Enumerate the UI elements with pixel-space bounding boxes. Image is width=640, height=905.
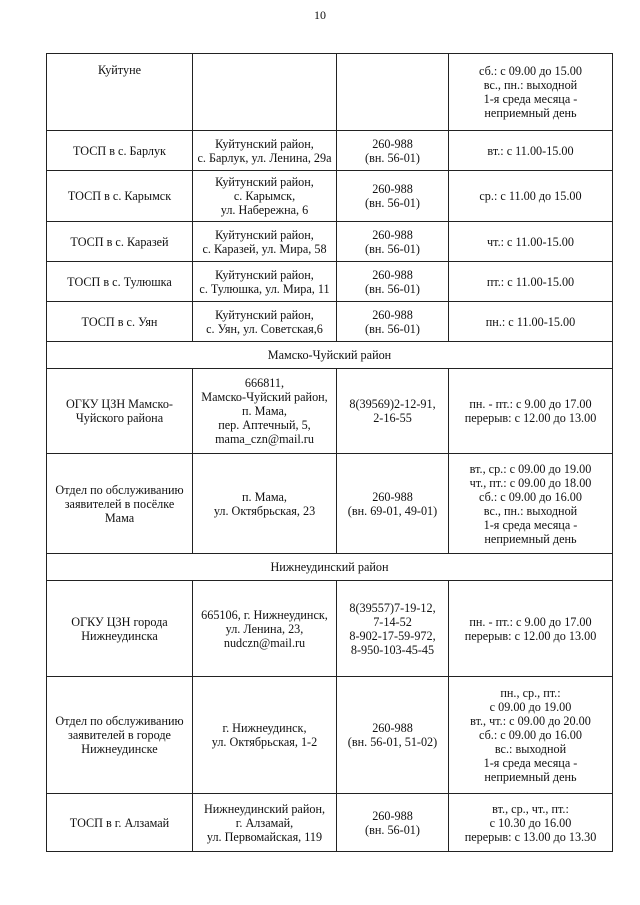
address-cell: Куйтунский район, с. Тулюшка, ул. Мира, 11 (193, 262, 337, 302)
table-row (47, 454, 613, 554)
hours-cell: пн., ср., пт.: с 09.00 до 19.00 вт., чт.: с 09.00 до 20.00 сб.: с 09.00 до 16.00 вс.: выходной 1-я среда месяца - неприемный день (449, 677, 613, 794)
address-cell: г. Нижнеудинск, ул. Октябрьская, 1-2 (193, 677, 337, 794)
address-cell (193, 54, 337, 131)
hours-cell: ср.: с 11.00 до 15.00 (449, 171, 613, 222)
office-name-cell: ОГКУ ЦЗН города Нижнеудинска (47, 581, 193, 677)
table-row (47, 131, 613, 171)
hours-cell: вт., ср.: с 09.00 до 19.00 чт., пт.: с 09.00 до 18.00 сб.: с 09.00 до 16.00 вс., пн.: выходной 1-я среда месяца - неприемный день (449, 454, 613, 554)
address-cell: Нижнеудинский район, г. Алзамай, ул. Первомайская, 119 (193, 794, 337, 852)
table-row (47, 222, 613, 262)
section-title: Нижнеудинский район (47, 554, 613, 581)
hours-cell: пт.: с 11.00-15.00 (449, 262, 613, 302)
phone-cell: 260-988 (вн. 56-01) (337, 131, 449, 171)
office-name-cell: Отдел по обслуживанию заявителей в городе Нижнеудинске (47, 677, 193, 794)
address-cell: 665106, г. Нижнеудинск, ул. Ленина, 23, nudczn@mail.ru (193, 581, 337, 677)
table-row (47, 54, 613, 131)
table-row (47, 581, 613, 677)
table-row (47, 171, 613, 222)
address-cell: Куйтунский район, с. Уян, ул. Советская,6 (193, 302, 337, 342)
phone-cell: 8(39569)2-12-91, 2-16-55 (337, 369, 449, 454)
office-name-cell: ТОСП в с. Каразей (47, 222, 193, 262)
table-row (47, 677, 613, 794)
section-header-row (47, 342, 613, 369)
phone-cell: 260-988 (вн. 69-01, 49-01) (337, 454, 449, 554)
hours-cell: пн.: с 11.00-15.00 (449, 302, 613, 342)
office-name-cell: Куйтуне (47, 54, 193, 131)
phone-cell: 260-988 (вн. 56-01) (337, 302, 449, 342)
table-row (47, 794, 613, 852)
table-row (47, 302, 613, 342)
hours-cell: сб.: с 09.00 до 15.00 вс., пн.: выходной 1-я среда месяца - неприемный день (449, 54, 613, 131)
office-name-cell: Отдел по обслуживанию заявителей в посёлке Мама (47, 454, 193, 554)
office-name-cell: ТОСП в с. Уян (47, 302, 193, 342)
hours-cell: чт.: с 11.00-15.00 (449, 222, 613, 262)
office-name-cell: ТОСП в с. Карымск (47, 171, 193, 222)
address-cell: Куйтунский район, с. Карымск, ул. Набережна, 6 (193, 171, 337, 222)
hours-cell: пн. - пт.: с 9.00 до 17.00 перерыв: с 12.00 до 13.00 (449, 581, 613, 677)
address-cell: Куйтунский район, с. Каразей, ул. Мира, 58 (193, 222, 337, 262)
office-name-cell: ТОСП в с. Тулюшка (47, 262, 193, 302)
address-cell: 666811, Мамско-Чуйский район, п. Мама, пер. Аптечный, 5, mama_czn@mail.ru (193, 369, 337, 454)
table-row (47, 369, 613, 454)
phone-cell: 260-988 (вн. 56-01) (337, 222, 449, 262)
offices-table (46, 53, 613, 852)
phone-cell (337, 54, 449, 131)
phone-cell: 260-988 (вн. 56-01) (337, 171, 449, 222)
hours-cell: вт., ср., чт., пт.: с 10.30 до 16.00 перерыв: с 13.00 до 13.30 (449, 794, 613, 852)
section-header-row (47, 554, 613, 581)
section-title: Мамско-Чуйский район (47, 342, 613, 369)
phone-cell: 8(39557)7-19-12, 7-14-52 8-902-17-59-972, 8-950-103-45-45 (337, 581, 449, 677)
phone-cell: 260-988 (вн. 56-01) (337, 794, 449, 852)
hours-cell: пн. - пт.: с 9.00 до 17.00 перерыв: с 12.00 до 13.00 (449, 369, 613, 454)
office-name-cell: ТОСП в г. Алзамай (47, 794, 193, 852)
phone-cell: 260-988 (вн. 56-01, 51-02) (337, 677, 449, 794)
address-cell: Куйтунский район, с. Барлук, ул. Ленина, 29а (193, 131, 337, 171)
table-row (47, 262, 613, 302)
hours-cell: вт.: с 11.00-15.00 (449, 131, 613, 171)
office-name-cell: ТОСП в с. Барлук (47, 131, 193, 171)
phone-cell: 260-988 (вн. 56-01) (337, 262, 449, 302)
office-name-cell: ОГКУ ЦЗН Мамско- Чуйского района (47, 369, 193, 454)
page-number: 10 (314, 8, 326, 22)
address-cell: п. Мама, ул. Октябрьская, 23 (193, 454, 337, 554)
